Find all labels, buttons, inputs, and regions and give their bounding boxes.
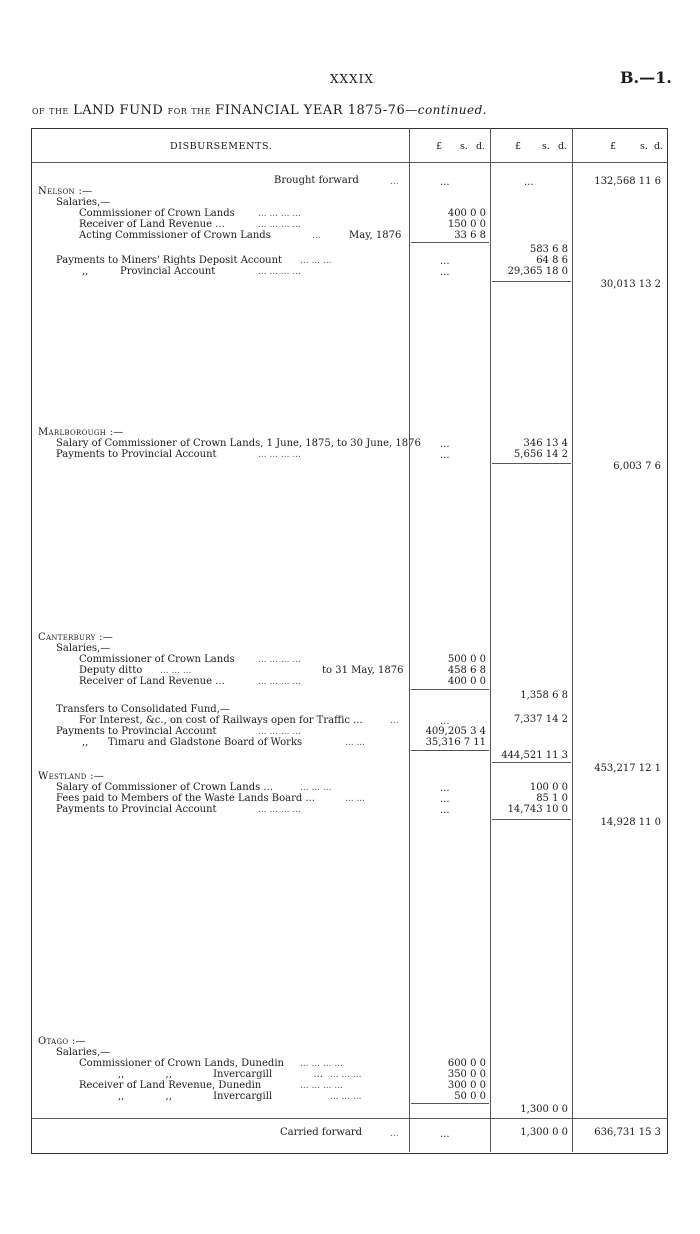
row-label: Deputy ditto — [79, 665, 143, 676]
leader-dots: ... ... ... — [330, 1070, 362, 1080]
row-label: Salary of Commissioner of Crown Lands ... — [56, 782, 273, 793]
cell-a: 50 0 0 — [454, 1091, 486, 1102]
header-disbursements: DISBURSEMENTS. — [170, 141, 273, 152]
cell-b: 14,743 10 0 — [507, 804, 568, 815]
row-label: Payments to Provincial Account — [56, 449, 217, 460]
column-rule — [572, 128, 573, 1152]
row-note: to 31 May, 1876 — [322, 665, 404, 676]
row-label: Salary of Commissioner of Crown Lands, 1 June, 1875, to 30 June, 1876 — [56, 438, 421, 449]
title-part: LAND FUND — [73, 103, 164, 118]
cell-a: 400 0 0 — [447, 208, 486, 219]
leader-dots: ... ... ... — [300, 783, 332, 793]
cell-c: 132,568 11 6 — [594, 176, 661, 187]
salaries-label: Salaries,— — [56, 1047, 111, 1058]
header-pence: d. — [476, 141, 486, 152]
leader-dots: ... — [312, 231, 321, 241]
subtotal-rule — [411, 242, 489, 243]
header-shillings: s. — [542, 141, 550, 152]
leader-dots: ... ... ... ... — [258, 805, 301, 815]
cell-a: ... — [440, 1129, 450, 1140]
section-heading-canterbury: Canterbury :— — [38, 632, 114, 643]
header-pound: £ — [515, 141, 522, 152]
leader-dots: ... ... ... ... — [258, 267, 301, 277]
leader-dots: ... ... ... ... — [300, 1081, 343, 1091]
cell-b: 346 13 4 — [523, 438, 568, 449]
leader-dots: ... ... ... — [330, 1092, 362, 1102]
column-rule — [490, 128, 491, 1152]
transfers-label: Transfers to Consolidated Fund,— — [56, 704, 230, 715]
cell-a: 33 6 8 — [454, 230, 486, 241]
subtotal-rule — [492, 281, 571, 282]
cell-b: 29,365 18 0 — [507, 266, 568, 277]
cell-a: 500 0 0 — [447, 654, 486, 665]
column-rule — [409, 128, 410, 1152]
leader-dots: ... — [390, 1129, 399, 1139]
row-label: ,, ,, Invercargill ... — [118, 1069, 323, 1080]
ditto-mark: ,, — [82, 266, 89, 277]
cell-a: ... — [440, 794, 450, 805]
cell-c: 14,928 11 0 — [600, 817, 661, 828]
leader-dots: ... ... ... ... — [258, 727, 301, 737]
cell-a: 150 0 0 — [447, 219, 486, 230]
leader-dots: ... ... ... — [160, 666, 192, 676]
subtotal-rule — [411, 689, 489, 690]
subtotal-rule — [411, 750, 489, 751]
header-pence: d. — [654, 141, 664, 152]
header-pence: d. — [558, 141, 568, 152]
header-rule — [31, 162, 668, 163]
cell-a: 409,205 3 4 — [425, 726, 486, 737]
cell-a: ... — [440, 450, 450, 461]
section-heading-marlborough: Marlborough :— — [38, 427, 124, 438]
carried-forward-label: Carried forward — [280, 1127, 363, 1138]
leader-dots: ... ... ... ... — [258, 220, 301, 230]
cell-b: 1,300 0 0 — [520, 1127, 568, 1138]
cell-b: ... — [524, 177, 534, 188]
leader-dots: ... ... ... ... — [300, 1059, 343, 1069]
cell-b: 5,656 14 2 — [513, 449, 568, 460]
cell-b: 583 6 8 — [529, 244, 568, 255]
subtotal-rule — [492, 463, 571, 464]
leader-dots: ... ... ... ... — [258, 677, 301, 687]
cell-a: ... — [440, 716, 450, 727]
cell-b: 85 1 0 — [536, 793, 568, 804]
cell-b: 7,337 14 2 — [513, 714, 568, 725]
ditto-mark: ,, — [82, 737, 89, 748]
section-heading-otago: Otago :— — [38, 1036, 86, 1047]
page-number: XXXIX — [330, 72, 374, 86]
row-label: Commissioner of Crown Lands — [79, 208, 235, 219]
header-shillings: s. — [460, 141, 468, 152]
header-pound: £ — [436, 141, 443, 152]
cell-c: 636,731 15 3 — [594, 1127, 661, 1138]
leader-dots: ... ... ... ... — [258, 209, 301, 219]
section-heading-westland: Westland :— — [38, 771, 105, 782]
leader-dots: ... ... ... — [300, 256, 332, 266]
leader-dots: ... ... ... ... — [258, 450, 301, 460]
leader-dots: ... — [390, 177, 399, 187]
row-label: Fees paid to Members of the Waste Lands Board ... — [56, 793, 316, 804]
cell-b: 100 0 0 — [529, 782, 568, 793]
document-code: B.—1. — [620, 68, 672, 87]
brought-forward-label: Brought forward — [274, 175, 359, 186]
footer-rule — [32, 1118, 668, 1119]
leader-dots: ... ... — [345, 794, 366, 804]
row-label: Acting Commissioner of Crown Lands — [79, 230, 271, 241]
row-label: Receiver of Land Revenue ... — [79, 219, 225, 230]
row-label: Timaru and Gladstone Board of Works — [108, 737, 303, 748]
cell-a: 300 0 0 — [447, 1080, 486, 1091]
cell-c: 453,217 12 1 — [594, 763, 661, 774]
leader-dots: ... ... ... ... — [258, 655, 301, 665]
row-label: Provincial Account — [120, 266, 216, 277]
leader-dots: ... ... — [345, 738, 366, 748]
row-note: May, 1876 — [349, 230, 402, 241]
page-title — [32, 103, 487, 118]
row-label: ,, ,, Invercargill — [118, 1091, 273, 1102]
cell-c: 6,003 7 6 — [613, 461, 661, 472]
title-part: of the — [32, 104, 69, 117]
cell-c: 30,013 13 2 — [600, 279, 661, 290]
cell-a: ... — [440, 439, 450, 450]
cell-b: 1,358 6 8 — [520, 690, 568, 701]
cell-a: 350 0 0 — [447, 1069, 486, 1080]
cell-a: ... — [440, 783, 450, 794]
cell-a: ... — [440, 805, 450, 816]
cell-a: 600 0 0 — [447, 1058, 486, 1069]
row-label: Payments to Miners' Rights Deposit Account — [56, 255, 283, 266]
cell-a: ... — [440, 256, 450, 267]
header-pound: £ — [610, 141, 617, 152]
row-label: Commissioner of Crown Lands, Dunedin — [79, 1058, 284, 1069]
section-heading-nelson: Nelson :— — [38, 186, 93, 197]
row-label: Commissioner of Crown Lands — [79, 654, 235, 665]
cell-a: 400 0 0 — [447, 676, 486, 687]
row-label: Payments to Provincial Account — [56, 726, 217, 737]
header-shillings: s. — [640, 141, 648, 152]
subtotal-rule — [492, 762, 571, 763]
cell-a: ... — [440, 267, 450, 278]
row-label: For Interest, &c., on cost of Railways open for Traffic ... — [79, 715, 363, 726]
cell-b: 444,521 11 3 — [501, 750, 568, 761]
subtotal-rule — [492, 819, 571, 820]
cell-b: 64 8 6 — [536, 255, 568, 266]
row-label: Receiver of Land Revenue, Dunedin — [79, 1080, 262, 1091]
leader-dots: ... — [390, 716, 399, 726]
cell-a: ... — [440, 177, 450, 188]
title-part: —continued. — [405, 103, 488, 117]
subtotal-rule — [411, 1103, 489, 1104]
title-part: for the — [167, 104, 211, 117]
salaries-label: Salaries,— — [56, 197, 111, 208]
cell-b: 1,300 0 0 — [520, 1104, 568, 1115]
title-part: FINANCIAL YEAR 1875-76 — [215, 103, 406, 118]
salaries-label: Salaries,— — [56, 643, 111, 654]
row-label: Receiver of Land Revenue ... — [79, 676, 225, 687]
cell-a: 35,316 7 11 — [425, 737, 486, 748]
row-label: Payments to Provincial Account — [56, 804, 217, 815]
cell-a: 458 6 8 — [447, 665, 486, 676]
